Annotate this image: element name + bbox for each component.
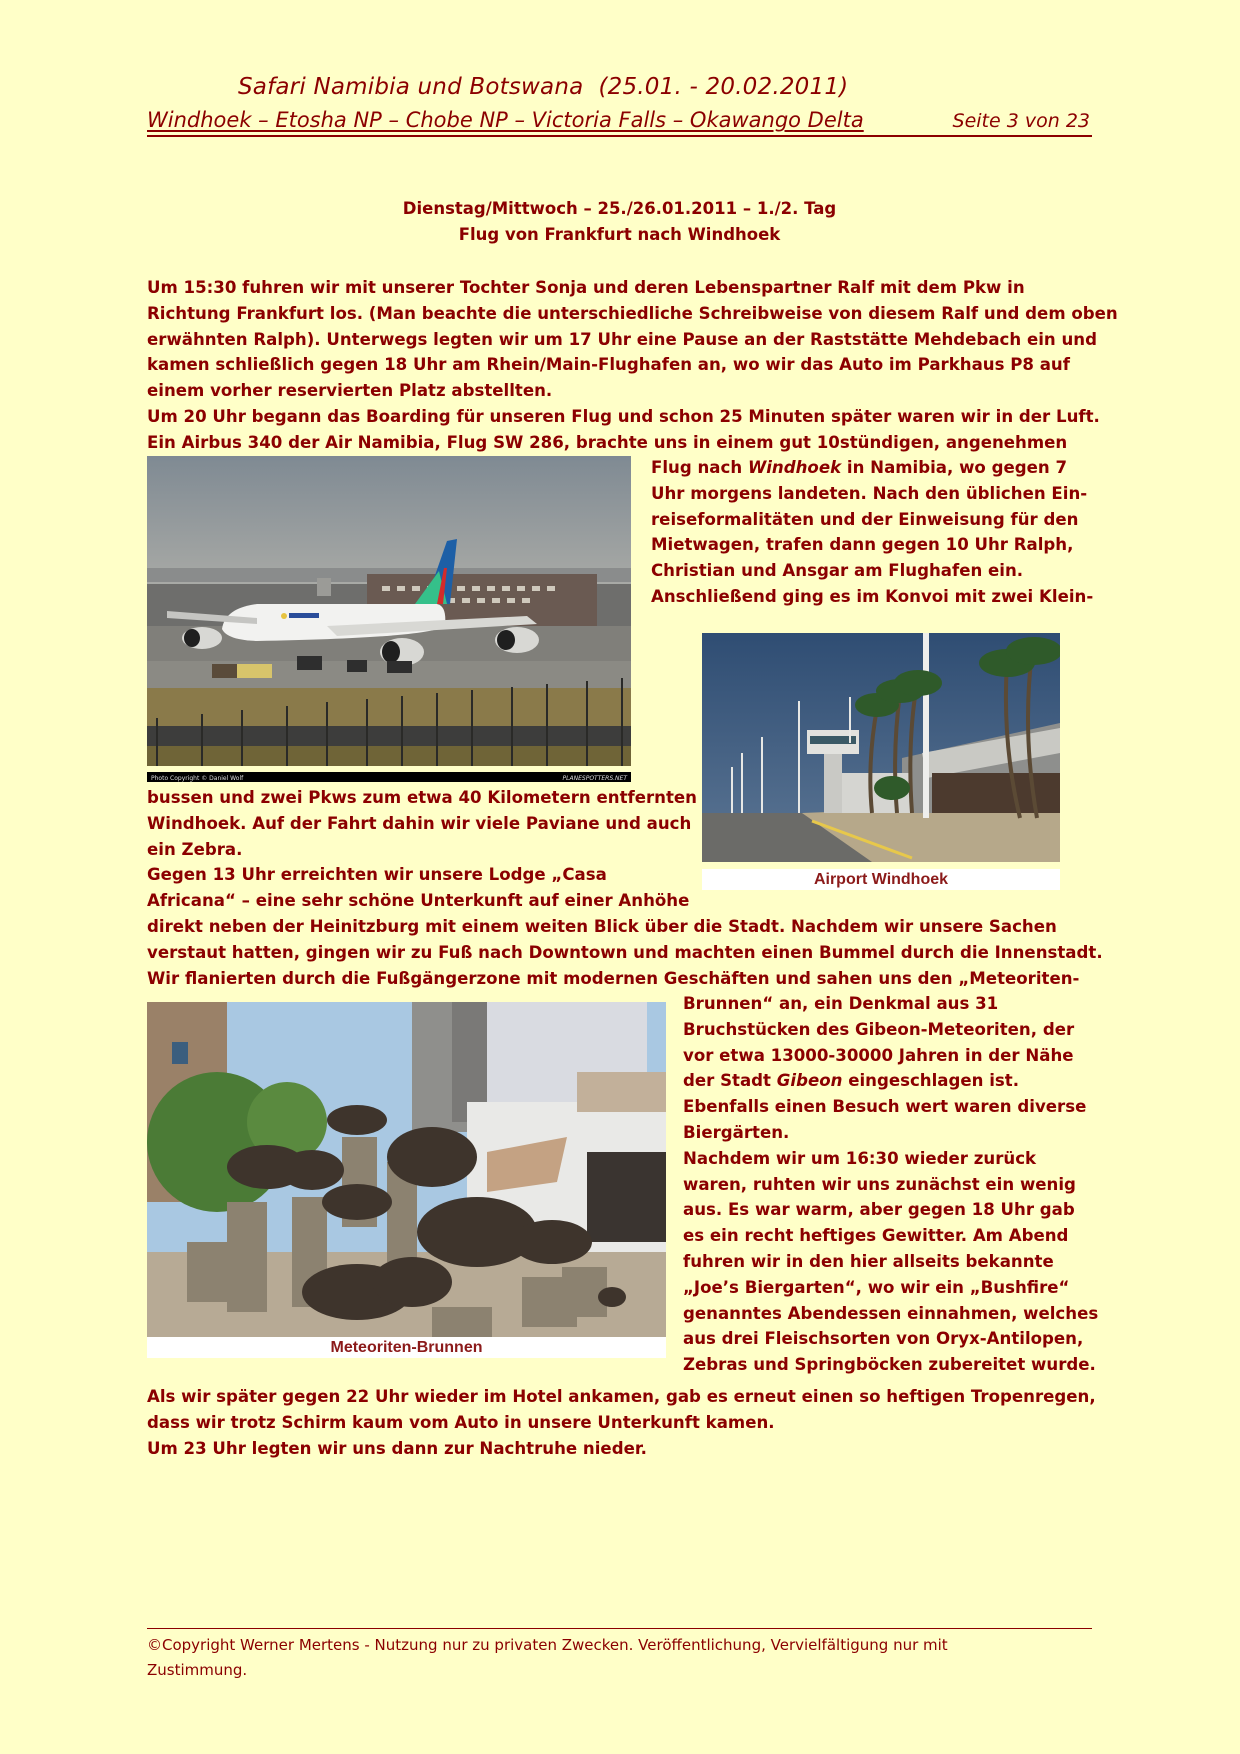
text-line: Um 20 Uhr begann das Boarding für unseren Flug und schon 25 Minuten später waren wir in der Luft. [147, 406, 1100, 426]
day-subheading: Flug von Frankfurt nach Windhoek [458, 225, 781, 244]
text-span: in Namibia, wo gegen 7 [841, 458, 1067, 477]
paragraph-arrival [651, 455, 1093, 610]
airplane-photo [147, 456, 631, 782]
text-line: aus drei Fleischsorten von Oryx-Antilopen, [683, 1329, 1084, 1349]
italic-place-windhoek: Windhoek [747, 458, 842, 477]
document-title: Safari Namibia und Botswana (25.01. - 20.02.2011) [238, 74, 849, 100]
route-header [147, 108, 1092, 137]
text-line [683, 1068, 1098, 1094]
text-span: Flug nach [651, 458, 748, 477]
day-heading: Dienstag/Mittwoch – 25./26.01.2011 – 1./2. Tag [402, 199, 837, 218]
text-line: genanntes Abendessen einnahmen, welches [683, 1303, 1099, 1323]
photo-credit-left: Photo Copyright © Daniel Wolf [151, 775, 244, 782]
text-line: reiseformalitäten und der Einweisung für den [651, 509, 1079, 529]
text-line: Um 15:30 fuhren wir mit unserer Tochter Sonja und deren Lebenspartner Ralf mit dem Pkw in [147, 278, 1025, 297]
route-line: Windhoek – Etosha NP – Chobe NP – Victoria Falls – Okawango Delta [147, 108, 864, 132]
footer-divider [147, 1628, 1092, 1629]
photo-credit-right: PLANESPOTTERS.NET [562, 775, 627, 782]
text-span: der Stadt [683, 1071, 777, 1091]
copyright-line: Zustimmung. [147, 1661, 248, 1679]
text-line [651, 455, 1093, 481]
meteorite-fountain-photo [147, 1002, 666, 1337]
text-line: Christian und Ansgar am Flughafen ein. [651, 561, 1024, 581]
airport-photo-caption: Airport Windhoek [702, 869, 1060, 890]
text-line: Ein Airbus 340 der Air Namibia, Flug SW 286, brachte uns in einem gut 10stündigen, angenehmen [147, 432, 1068, 452]
meteorite-photo-caption: Meteoriten-Brunnen [147, 1337, 666, 1358]
text-line: es ein recht heftiges Gewitter. Am Abend [683, 1226, 1069, 1246]
text-line: Bruchstücken des Gibeon-Meteoriten, der [683, 1019, 1075, 1039]
paragraph-night [147, 1384, 1096, 1461]
text-line: Africana“ – eine sehr schöne Unterkunft auf einer Anhöhe [147, 891, 690, 911]
text-line: Wir flanierten durch die Fußgängerzone mit modernen Geschäften und sahen uns den „Meteoriten- [147, 968, 1080, 988]
text-line: direkt neben der Heinitzburg mit einem weiten Blick über die Stadt. Nachdem wir unsere Sachen [147, 917, 1057, 936]
text-line: aus. Es war warm, aber gegen 18 Uhr gab [683, 1200, 1075, 1220]
text-line: Gegen 13 Uhr erreichten wir unsere Lodge „Casa [147, 865, 607, 885]
text-line: Zebras und Springböcken zubereitet wurde. [683, 1355, 1096, 1375]
text-line: erwähnten Ralph). Unterwegs legten wir um 17 Uhr eine Pause an der Raststätte Mehdebach ein und [147, 329, 1097, 349]
text-line: waren, ruhten wir uns zunächst ein wenig [683, 1174, 1076, 1194]
paragraph-intro [147, 275, 1118, 456]
text-line: vor etwa 13000-30000 Jahren in der Nähe [683, 1045, 1074, 1065]
text-line: Als wir später gegen 22 Uhr wieder im Hotel ankamen, gab es erneut einen so heftigen Tropenregen, [147, 1387, 1096, 1406]
text-line: Mietwagen, trafen dann gegen 10 Uhr Ralph, [651, 535, 1074, 555]
text-line: Brunnen“ an, ein Denkmal aus 31 [683, 994, 999, 1013]
text-line: Windhoek. Auf der Fahrt dahin wir viele Paviane und auch [147, 813, 692, 833]
text-line: Uhr morgens landeten. Nach den üblichen Ein- [651, 483, 1088, 503]
text-span: eingeschlagen ist. [842, 1071, 1020, 1091]
page-indicator: Seite 3 von 23 [952, 110, 1090, 132]
text-line: kamen schließlich gegen 18 Uhr am Rhein/Main-Flughafen an, wo wir das Auto im Parkhaus P8 auf [147, 355, 1070, 375]
copyright-line: ©Copyright Werner Mertens - Nutzung nur zu privaten Zwecken. Veröffentlichung, Vervielfältigung nur mit [147, 1636, 948, 1654]
italic-place-gibeon: Gibeon [776, 1071, 843, 1091]
paragraph-meteorite-evening [683, 991, 1098, 1378]
text-line: verstaut hatten, gingen wir zu Fuß nach Downtown und machten einen Bummel durch die Innenstadt. [147, 942, 1103, 962]
paragraph-drive-to-windhoek [147, 785, 697, 914]
footer-copyright [147, 1633, 1092, 1683]
text-line: Nachdem wir um 16:30 wieder zurück [683, 1148, 1037, 1168]
day-heading-block [147, 196, 1092, 248]
paragraph-downtown [147, 914, 1103, 991]
text-line: Anschließend ging es im Konvoi mit zwei Klein- [651, 586, 1094, 606]
text-line: fuhren wir in den hier allseits bekannte [683, 1251, 1054, 1271]
text-line: einem vorher reservierten Platz abstellten. [147, 381, 553, 401]
text-line: dass wir trotz Schirm kaum vom Auto in unsere Unterkunft kamen. [147, 1412, 775, 1432]
text-line: Biergärten. [683, 1122, 790, 1142]
airport-photo [702, 633, 1060, 862]
text-line: bussen und zwei Pkws zum etwa 40 Kilometern entfernten [147, 788, 697, 807]
text-line: ein Zebra. [147, 839, 243, 859]
text-line: Ebenfalls einen Besuch wert waren diverse [683, 1097, 1087, 1117]
text-line: Richtung Frankfurt los. (Man beachte die unterschiedliche Schreibweise von diesem Ralf und dem oben [147, 303, 1118, 323]
text-line: „Joe’s Biergarten“, wo wir ein „Bushfire“ [683, 1277, 1070, 1297]
text-line: Um 23 Uhr legten wir uns dann zur Nachtruhe nieder. [147, 1438, 647, 1458]
